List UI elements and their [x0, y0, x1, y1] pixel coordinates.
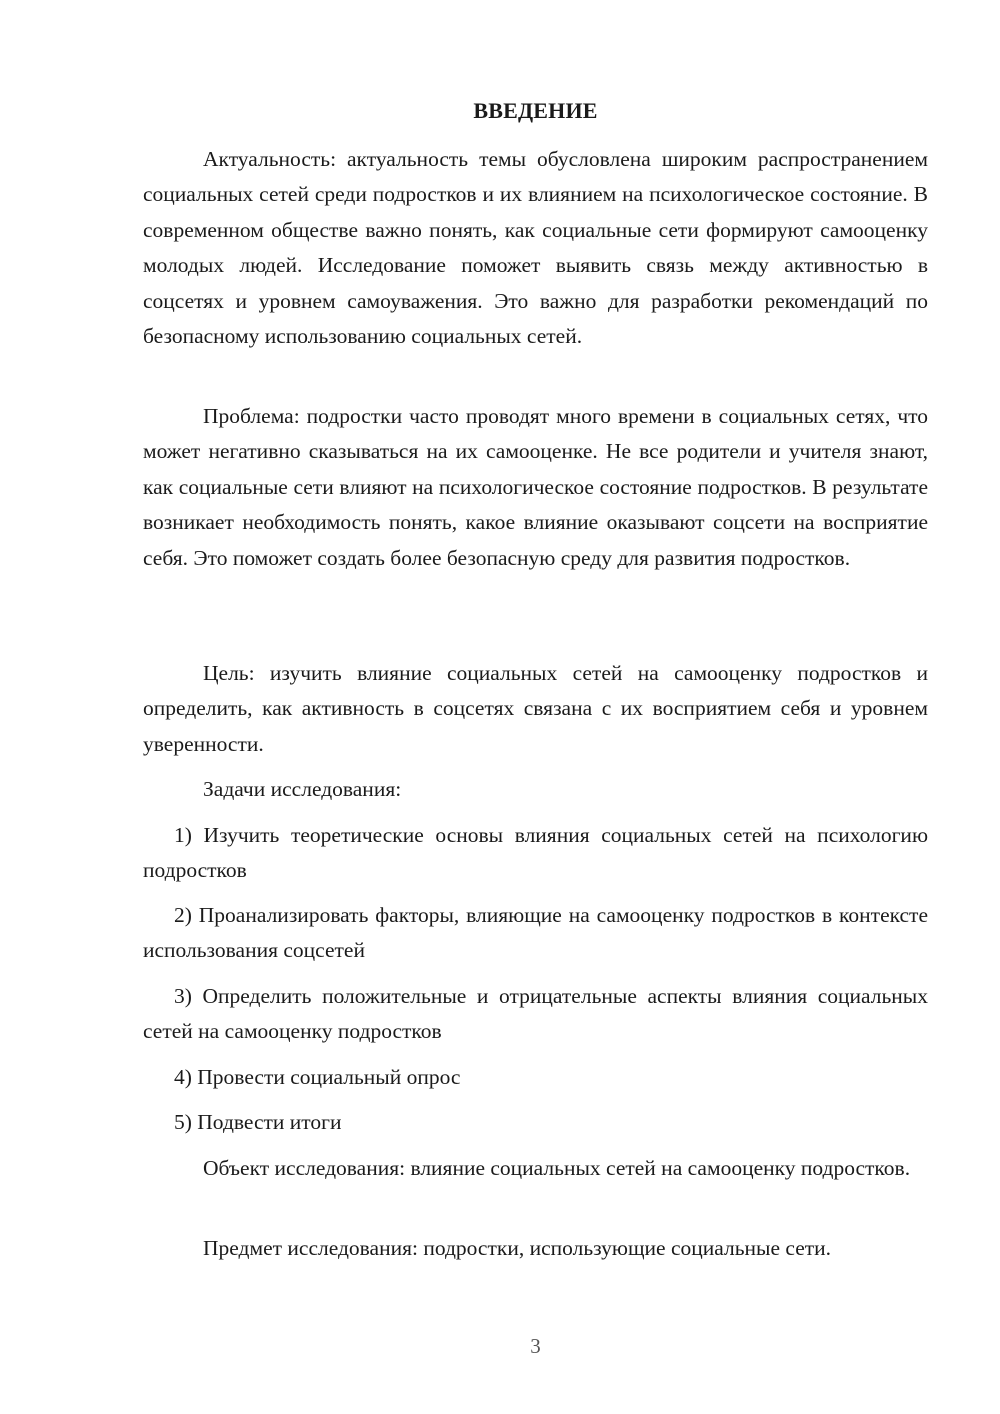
tasks-heading: Задачи исследования:	[203, 777, 402, 801]
task-item-1: 1) Изучить теоретические основы влияния социальных сетей на психологию подростков	[143, 823, 928, 883]
task-item-3: 3) Определить положительные и отрицательные аспекты влияния социальных сетей на самооценку подростков	[143, 984, 928, 1044]
document-page	[143, 0, 928, 1414]
problem-paragraph: Проблема: подростки часто проводят много времени в социальных сетях, что может негативно сказываться на их самооценке. Не все родители и учителя знают, как социальные сети влияют на психологическое состояние подростков. В результате возникает необходимость понять, какое влияние оказывают соцсети на восприятие себя. Это поможет создать более безопасную среду для развития подростков.	[143, 404, 928, 570]
relevance-paragraph: Актуальность: актуальность темы обусловлена широким распространением социальных сетей среди подростков и их влиянием на психологическое состояние. В современном обществе важно понять, как социальные сети формируют самооценку молодых людей. Исследование поможет выявить связь между активностью в соцсетях и уровнем самоуважения. Это важно для разработки рекомендаций по безопасному использованию социальных сетей.	[143, 147, 928, 349]
task-item-4: 4) Провести социальный опрос	[174, 1065, 461, 1089]
subject-paragraph: Предмет исследования: подростки, использующие социальные сети.	[203, 1236, 832, 1260]
page-number: 3	[530, 1334, 541, 1358]
section-heading: ВВЕДЕНИЕ	[473, 98, 598, 123]
task-item-5: 5) Подвести итоги	[174, 1110, 342, 1134]
task-item-2: 2) Проанализировать факторы, влияющие на самооценку подростков в контексте использования соцсетей	[143, 903, 928, 963]
goal-paragraph: Цель: изучить влияние социальных сетей на самооценку подростков и определить, как активность в соцсетях связана с их восприятием себя и уровнем уверенности.	[143, 661, 928, 756]
object-paragraph: Объект исследования: влияние социальных сетей на самооценку подростков.	[203, 1156, 911, 1180]
